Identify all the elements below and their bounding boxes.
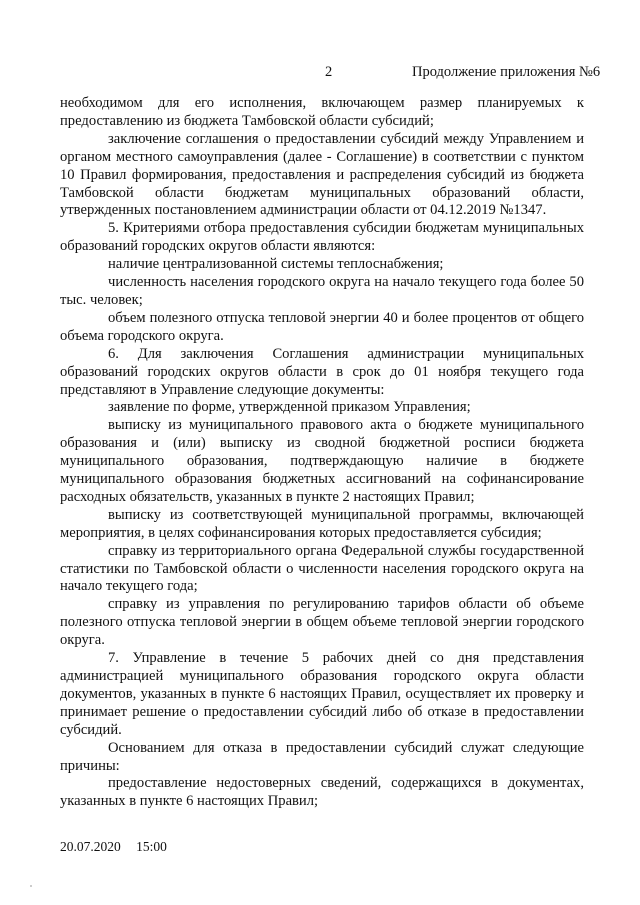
paragraph: предоставление недостоверных сведений, содержащихся в документах, указанных в пункте 6 настоящих Правил; — [60, 775, 584, 810]
paragraph: справку из управления по регулированию тарифов области об объеме полезного отпуска тепловой энергии в общем объеме тепловой энергии городского округа. — [60, 596, 584, 649]
paragraph: необходимом для его исполнения, включающем размер планируемых к предоставлению из бюджета Тамбовской области субсидий; — [60, 95, 584, 129]
paragraph: 7. Управление в течение 5 рабочих дней со дня представления администрацией муниципального образования городского округа области документов, указанных в пункте 6 настоящих Правил, осуществляет их проверку и принимает решение о предоставлении субсидий либо об отказе в предоставлении субсидий. — [60, 650, 584, 738]
paragraph: численность населения городского округа на начало текущего года более 50 тыс. человек; — [60, 274, 584, 308]
paragraph: 5. Критериями отбора предоставления субсидии бюджетам муниципальных образований городских округов области являются: — [60, 220, 584, 255]
footer-time: 15:00 — [136, 839, 167, 854]
scan-artifact — [30, 885, 32, 887]
continuation-label: Продолжение приложения №6 — [412, 64, 601, 80]
paragraph: объем полезного отпуска тепловой энергии 40 и более процентов от общего объема городского округа. — [60, 309, 584, 344]
paragraph: 6. Для заключения Соглашения администрации муниципальных образований городских округов области в срок до 01 ноября текущего года представляют в Управление следующие документы: — [60, 345, 584, 398]
paragraph: справку из территориального органа Федеральной службы государственной статистики по Тамбовской области о численности населения городского округа на начало текущего года; — [60, 542, 584, 595]
footer-timestamp — [60, 839, 179, 855]
footer-date: 20.07.2020 — [60, 839, 121, 854]
paragraph: выписку из соответствующей муниципальной программы, включающей мероприятия, в целях софинансирования которых предоставляется субсидия; — [60, 506, 584, 541]
paragraph: заявление по форме, утвержденной приказом Управления; — [108, 399, 471, 416]
page-number: 2 — [325, 64, 333, 80]
document-body — [60, 95, 584, 811]
paragraph: Основанием для отказа в предоставлении субсидий служат следующие причины: — [60, 739, 584, 774]
paragraph: наличие централизованной системы теплоснабжения; — [108, 256, 444, 273]
paragraph: выписку из муниципального правового акта о бюджете муниципального образования и (или) выписку из сводной бюджетной росписи бюджета муниципального образования, подтверждающую наличие в бюджете муниципального образования бюджетных ассигнований на софинансирование расходных обязательств, указанных в пункте 2 настоящих Правил; — [60, 417, 584, 505]
paragraph: заключение соглашения о предоставлении субсидий между Управлением и органом местного самоуправления (далее - Соглашение) в соответствии с пунктом 10 Правил формирования, предоставления и распределения субсидий из бюджета Тамбовской области бюджетам муниципальных образований области, утвержденных постановлением администрации области от 04.12.2019 №1347. — [60, 130, 584, 219]
